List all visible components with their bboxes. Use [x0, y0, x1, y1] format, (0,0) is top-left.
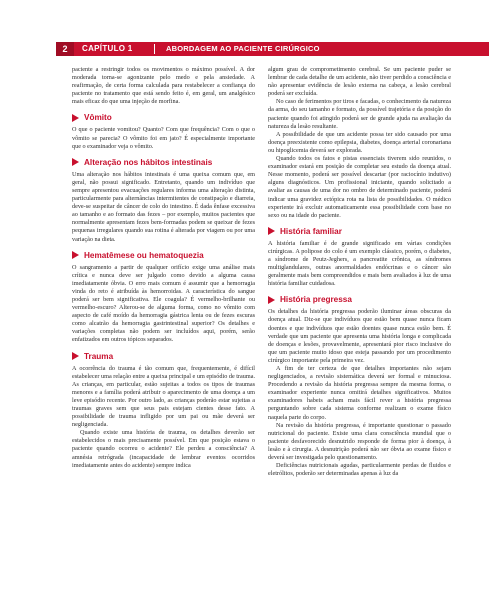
chapter-label: CAPÍTULO 1: [82, 44, 133, 53]
paragraph: Uma alteração nos hábitos intestinais é uma queixa comum que, em geral, não possui significado. Entretanto, quando um indivíduo que sempre apresentou evacuações regulares informa uma alteração distinta, particularmente para alternâncias intermitentes de constipação e diarreia, deve-se suspeitar de câncer de colo do intestino. É dada ênfase excessiva ao tamanho e ao formato das fezes – por exemplo, muitos pacientes que normalmente apresentam fezes bem-formadas podem se queixar de fezes pequenas irregulares quando sua rotina é alterada por viagem ou por uma variação na dieta.: [72, 170, 255, 243]
paragraph: A ocorrência do trauma é tão comum que, frequentemente, é difícil estabelecer uma relação entre a queixa principal e um episódio de trauma. As crianças, em particular, estão sujeitas a todos os tipos de traumas menores e a família poderá atribuir o aparecimento de uma doença a um leve episódio recente. Por outro lado, as crianças poderão estar sujeitas a traumas graves sem que seus pais estejam cientes desse fato. A possibilidade de trauma infligido por um pai ou mãe deverá ser negligenciada.: [72, 364, 255, 429]
triangle-bullet-icon: [72, 251, 79, 259]
paragraph: Os detalhes da história pregressa poderão iluminar áreas obscuras da doença atual. Diz-se que indivíduos que estão bem quase nunca ficam doentes e que indivíduos que estão doentes quase nunca estão bem. É verdade que um paciente que apresenta uma história longa e complicada de doenças e lesões, provavelmente, apresentará pior risco inclusive do que um paciente muito idoso que esteja passando por um procedimento cirúrgico importante pela primeira vez.: [268, 308, 451, 364]
running-header: [56, 42, 489, 56]
triangle-bullet-icon: [72, 158, 79, 166]
paragraph: paciente a restringir todos os movimentos o máximo possível. A dor moderada torna-se agonizante pelo medo e pela ansiedade. A reafirmação, de certa forma calculada para restabelecer a confiança do paciente no tratamento que está sendo feito é, em geral, um analgésico mais eficaz do que uma injeção de morfina.: [72, 66, 255, 106]
left-column: [72, 66, 255, 470]
section-heading-familiar: [268, 227, 451, 236]
running-title: ABORDAGEM AO PACIENTE CIRÚRGICO: [166, 44, 320, 53]
paragraph: algum grau de comprometimento cerebral. Se um paciente puder se lembrar de cada detalhe de um acidente, não tiver perdido a consciência e não apresentar evidência de lesão externa na cabeça, a lesão cerebral poderá ser excluída.: [268, 66, 451, 98]
triangle-bullet-icon: [72, 352, 79, 360]
heading-text: História pregressa: [280, 295, 352, 305]
heading-text: Trauma: [84, 351, 114, 361]
heading-text: Alteração nos hábitos intestinais: [84, 157, 213, 167]
section-heading-trauma: [72, 352, 255, 361]
paragraph: Quando existe uma história de trauma, os detalhes deverão ser estabelecidos o mais precisamente possível. Em que posição estava o paciente quando ocorreu o acidente? Ele perdeu a consciência? A amnésia retrógrada (incapacidade de lembrar eventos ocorridos imediatamente antes do acidente) sempre indica: [72, 429, 255, 469]
paragraph: A fim de ter certeza de que detalhes importantes não sejam negligenciados, a revisão sistemática deverá ser formal e minuciosa. Procedendo a revisão da história pregressa sempre da mesma forma, o examinador experiente nunca omitirá detalhes significativos. Muitos examinadores habeis acham mais fácil rever a história pregressa perguntando sobre cada sistema conforme realizam o exame físico naquela parte do corpo.: [268, 365, 451, 421]
section-heading-pregressa: [268, 295, 451, 304]
section-heading-habitos: [72, 158, 255, 167]
paragraph: Quando todos os fatos e pistas essenciais tiverem sido reunidos, o examinador estará em posição de completar seu estudo da doença atual. Nesse momento, poderá ser possível descartar (por raciocínio indutivo) alguns diagnósticos. Um profissional iniciante, quando solicitado a avaliar as causas de uma dor no ombro de determinado paciente, poderá indicar uma gravidez ectópica rota na lista de possibilidades. O médico experiente irá excluir automaticamente essa possibilidade com base no sexo ou na idade do paciente.: [268, 155, 451, 219]
paragraph: No caso de ferimentos por tiros e facadas, o conhecimento da natureza da arma, do seu tamanho e formato, da possível trajetória e da posição do paciente quando foi atingido poderá ser de grande ajuda na avaliação da natureza da lesão resultante.: [268, 98, 451, 130]
triangle-bullet-icon: [268, 227, 275, 235]
right-column: [268, 66, 451, 478]
section-heading-hematemese: [72, 251, 255, 260]
heading-text: Hematêmese ou hematoquezia: [84, 250, 204, 260]
triangle-bullet-icon: [268, 296, 275, 304]
paragraph: O sangramento a partir de qualquer orifício exige uma análise mais crítica e nunca deve ser julgado como devido a alguma causa imediatamente óbvia. O erro mais comum é assumir que a hemorragia vinda do reto é atribuída às hemorroidas. A característica do sangue poderá ser bem significativa. Ele coagula? É vermelho-brilhante ou vermelho-escuro? Alterou-se de alguma forma, como no vômito com aspecto de café moído da hemorragia gástrica lenta ou de fezes escuras como alcatrão da hemorragia gastrintestinal superior? Os detalhes e variações completas não podem ser incluídos aqui, porém, serão enfatizados em outros tópicos separados.: [72, 263, 255, 344]
paragraph: A história familiar é de grande significado em várias condições cirúrgicas. A polipose do colo é um exemplo clássico, porém, o diabetes, a síndrome de Peutz-Jeghers, a pancreatite crônica, as síndromes multiglandulares, outras anormalidades endócrinas e o câncer são geralmente mais bem compreendidos e mais bem avaliados à luz de uma história familiar cuidadosa.: [268, 239, 451, 288]
header-divider: [154, 44, 155, 54]
section-heading-vomito: [72, 113, 255, 122]
heading-text: Vômito: [84, 113, 112, 123]
page-number: 2: [56, 42, 74, 56]
triangle-bullet-icon: [72, 114, 79, 122]
paragraph: Deficiências nutricionais agudas, particularmente perdas de fluidos e eletrólitos, poderão ser determinadas apenas à luz da: [268, 462, 451, 478]
heading-text: História familiar: [280, 226, 342, 236]
paragraph: O que o paciente vomitou? Quanto? Com que frequência? Com o que o vômito se parecia? O vômito foi em jato? É especialmente importante que o examinador veja o vômito.: [72, 126, 255, 150]
paragraph: Na revisão da história pregressa, é importante questionar o passado nutricional do paciente. Existe uma clara consciência mundial que o paciente desfavorecido desnutrido responde de forma pior à doença, à lesão e à cirurgia. A desnutrição poderá não ser óbvia ao exame físico e deverá ser investigada pelo questionamento.: [268, 421, 451, 462]
paragraph: A possibilidade de que um acidente possa ter sido causado por uma doença preexistente como epilepsia, diabetes, doença arterial coronariana ou hipoglicemia deverá ser explorada.: [268, 130, 451, 154]
